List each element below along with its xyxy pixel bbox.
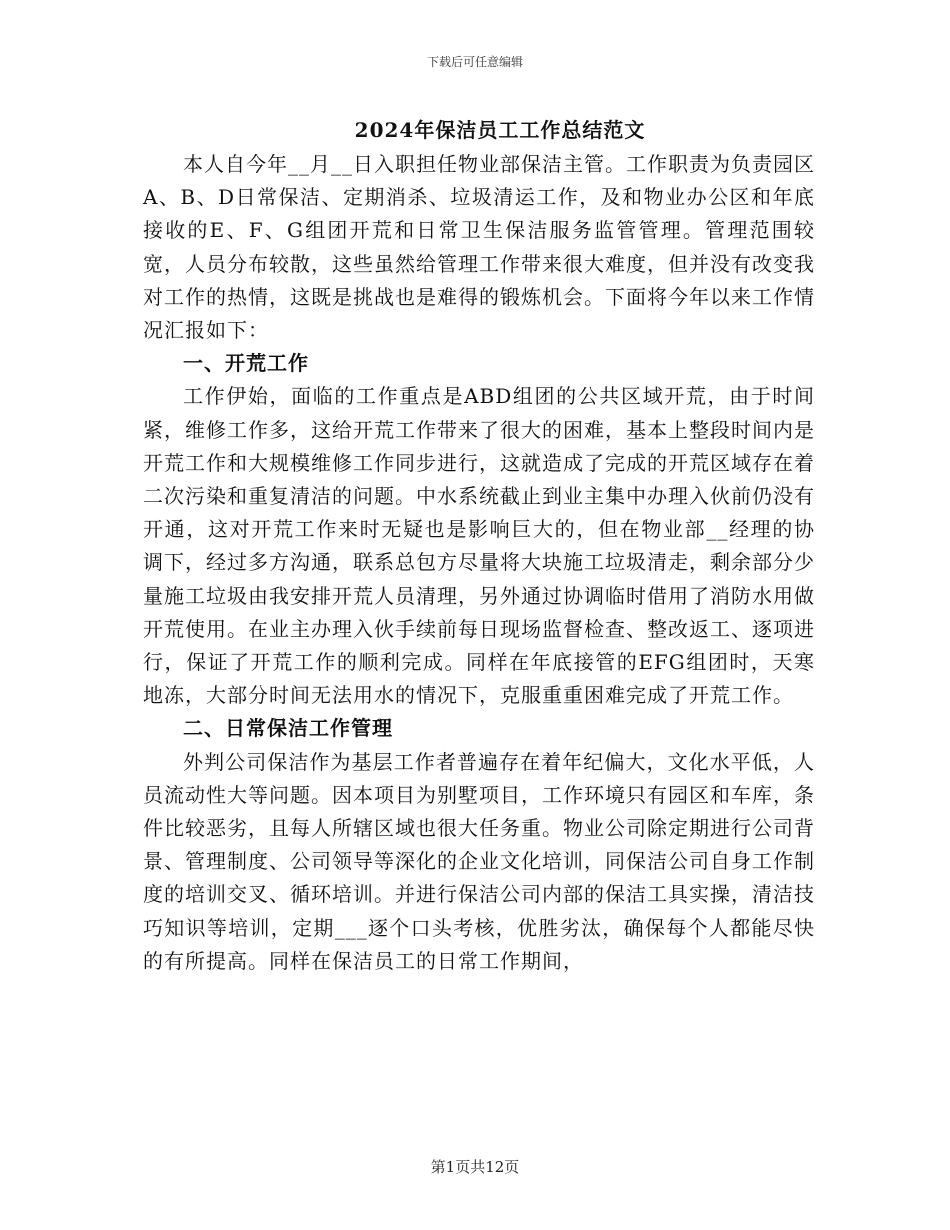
section-2-paragraph: 外判公司保洁作为基层工作者普遍存在着年纪偏大，文化水平低，人员流动性大等问题。因本项目为别墅项目，工作环境只有园区和车库，条件比较恶劣，且每人所辖区域也很大任务重。物业公司除定期进行公司背景、管理制度、公司领导等深化的企业文化培训，同保洁公司自身工作制度的培训交叉、循环培训。并进行保洁公司内部的保洁工具实操，清洁技巧知识等培训，定期___逐个口头考核，优胜劣汰，确保每个人都能尽快的有所提高。同样在保洁员工的日常工作期间， xyxy=(143,749,815,973)
section-heading-1: 一、开荒工作 xyxy=(183,351,309,376)
section-heading-2: 二、日常保洁工作管理 xyxy=(183,716,393,741)
header-note: 下载后可任意编辑 xyxy=(426,55,523,69)
section-1-paragraph: 工作伊始，面临的工作重点是ABD组团的公共区域开荒，由于时间紧，维修工作多，这给开荒工作带来了很大的困难，基本上整段时间内是开荒工作和大规模维修工作同步进行，这就造成了完成的开荒区域存在着二次污染和重复清洁的问题。中水系统截止到业主集中办理入伙前仍没有开通，这对开荒工作来时无疑也是影响巨大的，但在物业部__经理的协调下，经过多方沟通，联系总包方尽量将大块施工垃圾清走，剩余部分少量施工垃圾由我安排开荒人员清理，另外通过协调临时借用了消防水用做开荒使用。在业主办理入伙手续前每日现场监督检查、整改返工、逐项进行，保证了开荒工作的顺利完成。同样在年底接管的EFG组团时，天寒地冻，大部分时间无法用水的情况下，克服重重困难完成了开荒工作。 xyxy=(143,384,815,708)
document-body xyxy=(143,148,815,978)
document-title: 2024年保洁员工工作总结范文 xyxy=(354,118,646,142)
page-footer: 第1页共12页 xyxy=(430,1158,520,1176)
intro-paragraph: 本人自今年__月__日入职担任物业部保洁主管。工作职责为负责园区A、B、D日常保洁、定期消杀、垃圾清运工作，及和物业办公区和年底接收的E、F、G组团开荒和日常卫生保洁服务监管管理。管理范围较宽，人员分布较散，这些虽然给管理工作带来很大难度，但并没有改变我对工作的热情，这既是挑战也是难得的锻炼机会。下面将今年以来工作情况汇报如下： xyxy=(143,152,815,343)
